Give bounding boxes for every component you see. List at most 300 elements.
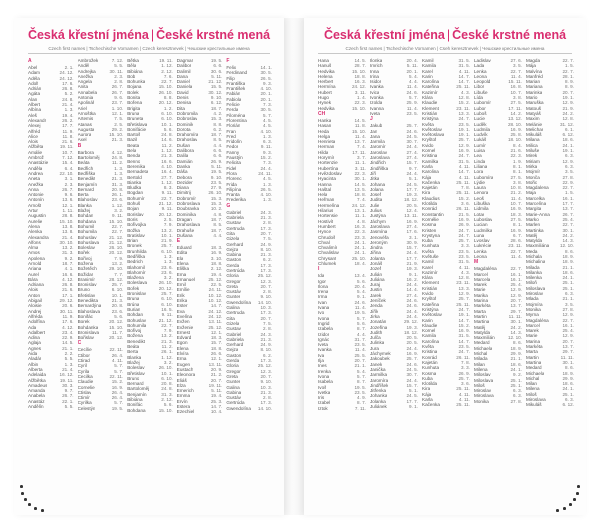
- first-name: Henrieta: [318, 139, 336, 145]
- name-day-date: 7. 9.: [163, 328, 173, 334]
- first-name: Branimír: [77, 276, 95, 282]
- name-day-date: 14. 5.: [354, 117, 366, 123]
- first-name: Hubert: [318, 89, 332, 95]
- first-name: Matylda: [474, 329, 491, 335]
- name-day-date: 18. 9.: [562, 253, 574, 259]
- name-day-date: 10. 2.: [210, 206, 223, 212]
- name-day-date: 5. 6.: [163, 402, 173, 408]
- name-day-date: 20. 4.: [354, 283, 366, 289]
- first-name: Anastáz: [28, 398, 45, 404]
- name-day-date: 20. 8.: [161, 381, 173, 387]
- first-name: Miloslava: [474, 377, 494, 383]
- name-day-date: 13. 4.: [354, 273, 366, 279]
- name-day-date: 16. 8.: [510, 84, 522, 90]
- name-day-date: 2. 5.: [114, 121, 124, 127]
- first-name: Milada: [526, 264, 540, 270]
- first-name: Aleš: [28, 112, 37, 118]
- first-name: Bruna: [127, 296, 140, 302]
- first-name: Angela: [77, 79, 92, 85]
- first-name: Marika: [474, 292, 488, 298]
- first-name: Martina: [474, 319, 490, 325]
- first-name: Dobromila: [176, 110, 198, 116]
- first-name: Michala: [526, 253, 542, 259]
- name-day-date: 5. 1.: [409, 388, 418, 394]
- first-name: Adolfína: [28, 319, 45, 325]
- name-day-date: 6. 10.: [161, 116, 173, 122]
- first-name: Jaroslav: [370, 149, 388, 155]
- name-day-date: 10. 12.: [208, 292, 223, 298]
- name-day-date: 18. 12.: [403, 329, 418, 335]
- first-name: Matyáš: [526, 110, 541, 116]
- first-name: Marcelka: [526, 195, 545, 201]
- first-name: Ines: [318, 363, 327, 369]
- first-name: Alžbětka: [28, 377, 46, 383]
- first-name: Ctislav: [77, 389, 92, 395]
- first-name: Mikuláš: [526, 132, 542, 138]
- first-name: Matěj: [474, 324, 486, 330]
- first-name: Hynek: [318, 100, 332, 106]
- name-day-date: 16. 3.: [354, 79, 366, 85]
- first-name: Jaromíra: [370, 377, 389, 383]
- first-name: Eleonora: [176, 372, 196, 378]
- first-name: Dobromír: [176, 195, 196, 201]
- name-day-date: 1. 2.: [163, 105, 173, 111]
- first-name: Ada: [28, 324, 37, 330]
- first-name: Florián: [226, 123, 241, 129]
- first-name: Kvido: [422, 291, 434, 297]
- first-name: Borek: [77, 319, 90, 325]
- name-day-date: 21. 9.: [562, 105, 574, 111]
- first-name: Alan: [28, 96, 38, 102]
- first-name: Kosma: [422, 370, 437, 376]
- name-day-date: 21. 12.: [158, 317, 173, 323]
- first-name: Melichar: [526, 126, 544, 132]
- first-name: Frida: [226, 181, 237, 187]
- first-name: Margita: [526, 206, 542, 212]
- first-name: Kornel: [422, 328, 436, 334]
- first-name: Kristián: [422, 285, 438, 291]
- name-day-date: 4. 8.: [213, 211, 223, 217]
- first-name: Klaudie: [422, 100, 438, 106]
- name-day-date: 5. 7.: [409, 95, 418, 101]
- first-name: Blanka: [127, 354, 142, 360]
- name-day-date: 9. 10.: [210, 174, 223, 180]
- first-name: Lenka: [474, 248, 487, 254]
- first-name: Gizela: [226, 236, 240, 242]
- first-name: Eduard: [176, 245, 192, 251]
- name-day-date: 2. 8.: [263, 395, 272, 401]
- name-day-date: 31. 5.: [458, 58, 470, 63]
- name-day-date: 16. 3.: [354, 223, 366, 229]
- first-name: Inna: [370, 68, 379, 74]
- first-name: Ludmila: [474, 126, 491, 132]
- first-name: Evelína: [176, 313, 193, 319]
- first-name: Anežka: [77, 73, 93, 79]
- first-name: Lidmila: [474, 206, 489, 212]
- first-name: Kuba: [422, 375, 433, 381]
- name-day-date: 20. 4.: [406, 58, 418, 63]
- first-name: Miloš: [526, 391, 537, 397]
- name-day-date: 24. 4.: [406, 345, 418, 351]
- names-column: [177, 58, 223, 505]
- name-day-date: 8. 3.: [163, 185, 173, 191]
- name-day-date: 22. 7.: [161, 79, 173, 85]
- title-rule: [318, 53, 572, 54]
- first-name: Gertruda: [226, 310, 245, 316]
- name-day-date: 25. 5.: [354, 352, 366, 358]
- first-name: Ivona: [318, 315, 330, 321]
- name-day-date: 26. 9.: [458, 222, 470, 228]
- first-name: Jan: [370, 128, 378, 134]
- first-name: Miroslav: [526, 291, 544, 297]
- name-day-date: 11. 7.: [112, 329, 124, 335]
- name-day-date: 20. 12.: [158, 100, 173, 106]
- first-name: Hana: [318, 58, 329, 63]
- first-name: Ivanka: [370, 84, 384, 90]
- name-day-date: 20. 1.: [406, 68, 418, 74]
- section-letter: C: [77, 340, 82, 347]
- first-name: Karel: [422, 68, 433, 74]
- first-name: Klára: [422, 95, 433, 101]
- name-entry: [78, 406, 124, 411]
- name-day-date: 21. 3.: [111, 176, 124, 182]
- first-name: Gregor: [226, 278, 241, 284]
- name-day-date: 8. 1.: [513, 163, 522, 169]
- first-name: Elena: [176, 260, 189, 266]
- first-name: Helga: [318, 133, 331, 139]
- name-day-date: 17. 11.: [508, 105, 522, 111]
- first-name: Andělín: [28, 404, 44, 409]
- name-day-date: 20. 5.: [406, 202, 418, 208]
- first-name: Fred: [226, 133, 236, 139]
- name-day-date: 14. 7.: [458, 338, 470, 344]
- name-day-date: 24. 4.: [406, 308, 418, 314]
- first-name: Blažena: [127, 275, 144, 281]
- name-day-date: 17. 1.: [62, 292, 74, 298]
- first-name: Beáta: [127, 344, 140, 350]
- first-name: Jozefína: [370, 324, 388, 330]
- first-name: Bronislav: [127, 291, 147, 297]
- first-name: Izolda: [370, 100, 383, 106]
- first-name: Markéta: [474, 303, 491, 309]
- first-name: Alma: [28, 245, 39, 251]
- name-day-date: 20. 6.: [62, 303, 74, 309]
- name-day-date: 27. 4.: [406, 149, 418, 155]
- name-day-date: 8. 1.: [513, 169, 522, 175]
- first-name: Alfons: [28, 239, 41, 245]
- names-column: [226, 58, 272, 505]
- name-day-date: 13. 8.: [62, 229, 74, 235]
- name-day-date: 1. 3.: [163, 259, 173, 265]
- first-name: Bohdan: [127, 312, 144, 318]
- first-name: Bohdana: [127, 407, 146, 413]
- name-day-date: 10. 1.: [161, 370, 173, 376]
- first-name: Lada: [474, 63, 485, 69]
- name-day-date: 20. 12.: [109, 335, 124, 341]
- name-day-date: 11. 4.: [510, 73, 522, 79]
- name-day-date: 25. 10.: [351, 255, 366, 261]
- name-day-date: 1. 4.: [357, 95, 366, 101]
- first-name: Miroslava: [474, 393, 494, 399]
- first-name: Judith: [370, 329, 383, 335]
- first-name: Irenka: [318, 368, 331, 374]
- decor-dot: [28, 503, 31, 506]
- first-name: Haštal: [318, 186, 332, 192]
- name-day-date: 26. 7.: [62, 393, 74, 399]
- name-day-date: 23. 6.: [161, 264, 173, 270]
- first-name: Luboš: [474, 110, 487, 116]
- first-name: Hela: [318, 192, 328, 198]
- name-day-date: 19. 1.: [458, 312, 470, 318]
- first-name: Berenika: [127, 163, 146, 169]
- first-name: Bohunka: [127, 79, 146, 85]
- section-letter: J: [370, 116, 373, 123]
- first-name: Jakoubek: [370, 356, 390, 362]
- first-name: Marie: [526, 333, 538, 339]
- first-name: Milana: [526, 137, 540, 143]
- name-day-date: 15. 10.: [109, 218, 124, 224]
- name-day-date: 6. 10.: [161, 110, 173, 116]
- name-day-date: 23. 6.: [111, 308, 124, 314]
- name-day-date: 18. 7.: [62, 260, 74, 266]
- name-day-date: 6. 2.: [263, 257, 272, 263]
- name-day-date: 8. 8.: [163, 95, 173, 101]
- name-day-date: 4. 12.: [62, 324, 74, 330]
- name-day-date: 5. 6.: [114, 313, 124, 319]
- first-name: Karolína: [422, 338, 440, 344]
- first-name: Bibiána: [127, 397, 143, 402]
- first-name: Aloisie: [28, 303, 42, 309]
- name-day-date: 10. 1.: [161, 121, 173, 127]
- first-name: Bela: [127, 148, 137, 154]
- name-day-date: 7. 12.: [62, 155, 74, 161]
- first-name: Edvard: [176, 335, 192, 341]
- name-day-date: 24. 9.: [260, 342, 272, 348]
- name-day-date: 5. 1.: [409, 176, 418, 182]
- first-name: Dáša: [176, 169, 188, 175]
- name-day-date: 12. 9.: [458, 142, 470, 148]
- name-entry: [370, 404, 418, 409]
- first-name: Blahoslava: [77, 308, 101, 314]
- name-day-date: 24. 8.: [62, 96, 74, 102]
- name-day-date: 28. 12.: [109, 276, 124, 282]
- name-day-date: 21. 3.: [111, 298, 124, 304]
- name-day-date: 20. 7.: [354, 358, 366, 364]
- name-day-date: 2. 1.: [64, 65, 74, 70]
- name-day-date: 1. 12.: [111, 202, 124, 208]
- name-day-date: 25. 7.: [406, 356, 418, 362]
- first-name: Anděl: [77, 63, 90, 69]
- name-day-date: 15. 7.: [406, 245, 418, 251]
- name-day-date: 21. 2.: [210, 372, 223, 378]
- name-day-date: 1. 3.: [64, 107, 74, 113]
- name-day-date: 18. 12.: [403, 197, 418, 203]
- first-name: Bojana: [127, 84, 142, 90]
- name-day-date: 23. 5.: [354, 342, 366, 348]
- first-name: Blažej: [127, 359, 140, 365]
- first-name: Kateřina: [422, 301, 440, 307]
- name-day-date: 16. 9.: [510, 227, 522, 233]
- name-day-date: 17. 7.: [406, 186, 418, 192]
- name-day-date: 24. 5.: [406, 133, 418, 139]
- first-name: Daniela: [176, 84, 193, 90]
- name-day-date: 12. 9.: [510, 292, 522, 298]
- name-day-date: 12. 8.: [458, 95, 470, 101]
- name-day-date: 25. 1.: [562, 391, 574, 397]
- name-day-date: 25. 9.: [406, 100, 418, 106]
- name-day-date: 12. 3.: [260, 368, 272, 374]
- name-day-date: 12. 9.: [562, 100, 574, 106]
- name-day-date: 5. 7.: [114, 400, 124, 406]
- first-name: Květoslava: [422, 132, 445, 138]
- first-name: Barbora: [77, 149, 94, 155]
- name-day-date: 25. 7.: [458, 238, 470, 244]
- name-day-date: 4. 1.: [64, 266, 74, 272]
- name-day-date: 9. 11.: [161, 206, 173, 212]
- name-day-date: 26. 6.: [210, 351, 223, 357]
- name-day-date: 24. 12.: [351, 202, 366, 208]
- name-day-date: 24. 7.: [458, 306, 470, 312]
- first-name: Květa: [422, 121, 434, 127]
- name-day-date: 15. 3.: [210, 116, 223, 122]
- name-day-date: 9. 1.: [409, 271, 418, 277]
- decor-dot: [556, 509, 559, 512]
- name-day-date: 12. 8.: [458, 275, 470, 281]
- first-name: Juliánek: [370, 404, 387, 409]
- first-name: Gwendolína: [226, 299, 251, 305]
- name-day-date: 5. 5.: [64, 356, 74, 362]
- name-day-date: 1. 12.: [161, 63, 173, 69]
- first-name: Hermelína: [318, 202, 340, 208]
- title-czech: Česká křestní jména: [27, 28, 149, 42]
- name-day-date: 30. 7.: [406, 372, 418, 378]
- first-name: Lora: [474, 169, 484, 175]
- first-name: Emerich: [176, 388, 194, 394]
- name-day-date: 6. 1.: [565, 126, 574, 132]
- decor-dot: [41, 509, 44, 512]
- name-day-date: 11. 1.: [354, 160, 366, 166]
- name-day-date: 9. 6.: [114, 95, 124, 101]
- first-name: Gejza: [226, 347, 239, 353]
- name-day-date: 24. 6.: [406, 303, 418, 309]
- first-name: Beáta: [77, 160, 90, 166]
- name-day-date: 3. 11.: [354, 89, 366, 95]
- name-day-date: 23. 5.: [354, 389, 366, 395]
- first-name: Bohumila: [127, 322, 147, 328]
- first-name: Gabriel: [226, 209, 242, 215]
- first-name: Bořivojka: [127, 222, 147, 228]
- first-name: Anděla: [28, 165, 43, 171]
- first-name: Ema: [176, 271, 187, 277]
- first-name: Bořena: [127, 100, 143, 106]
- name-day-date: 13. 7.: [510, 303, 522, 309]
- name-day-date: 18. 9.: [562, 259, 574, 265]
- first-name: Dita: [176, 105, 185, 111]
- name-day-date: 25. 11.: [456, 301, 470, 307]
- name-day-date: 20. 7.: [562, 338, 574, 344]
- first-name: Ela: [176, 255, 184, 261]
- first-name: Kája: [422, 174, 432, 180]
- first-name: Bojan: [127, 206, 139, 212]
- first-name: Jindra: [370, 245, 383, 251]
- name-day-date: 6. 3.: [263, 139, 272, 145]
- name-day-date: 18. 3.: [210, 335, 223, 341]
- name-day-date: 16. 6.: [161, 158, 173, 164]
- first-name: Květuše: [422, 253, 439, 259]
- name-day-date: 24. 2.: [510, 324, 522, 330]
- name-day-date: 19. 1.: [562, 148, 574, 154]
- first-name: Miloslava: [526, 285, 546, 291]
- first-name: Magdalena: [526, 185, 549, 191]
- name-day-date: 4. 3.: [461, 269, 470, 275]
- first-name: Hanuš: [318, 63, 332, 69]
- name-day-date: 9. 10.: [260, 294, 272, 300]
- first-name: Fran: [226, 128, 236, 134]
- name-day-date: 6. 6.: [213, 148, 223, 154]
- first-name: Horymír: [318, 155, 335, 161]
- first-name: Mojmír: [526, 169, 541, 175]
- first-name: Debora: [176, 174, 192, 180]
- first-name: Hynce: [318, 229, 332, 235]
- name-day-date: 10. 8.: [510, 185, 522, 191]
- name-day-date: 2. 12.: [161, 68, 173, 74]
- name-day-date: 11. 2.: [161, 142, 173, 148]
- name-day-date: 17. 6.: [62, 80, 74, 86]
- first-name: Michalina: [526, 259, 546, 265]
- first-name: Gerda: [226, 358, 240, 364]
- name-day-date: 4. 4.: [213, 142, 223, 148]
- name-day-date: 2. 12.: [210, 266, 223, 272]
- first-name: Bára: [28, 276, 38, 282]
- name-day-date: 4. 9.: [357, 395, 366, 401]
- name-day-date: 25. 11.: [456, 386, 470, 392]
- name-day-date: 17. 11.: [352, 149, 366, 155]
- first-name: Květa: [422, 344, 434, 350]
- name-day-date: 10. 12.: [208, 298, 223, 304]
- first-name: Dragan: [176, 216, 192, 222]
- first-name: Milica: [526, 142, 538, 148]
- name-day-date: 14. 6.: [161, 137, 173, 143]
- name-day-date: 12. 1.: [111, 110, 124, 116]
- name-day-date: 29. 9.: [562, 375, 574, 381]
- first-name: Burian: [127, 306, 141, 312]
- name-day-date: 18. 8.: [210, 345, 223, 351]
- name-day-date: 12. 9.: [562, 333, 574, 339]
- name-day-date: 21. 1.: [62, 345, 74, 351]
- name-day-date: 3. 11.: [354, 165, 366, 171]
- first-name: Helena: [318, 73, 333, 79]
- first-name: Libuše: [474, 89, 488, 95]
- name-day-date: 19. 5.: [354, 310, 366, 316]
- name-day-date: 23. 6.: [111, 197, 124, 203]
- name-entry: [474, 399, 522, 404]
- name-day-date: 2. 8.: [114, 79, 124, 85]
- name-day-date: 19. 11.: [208, 382, 223, 388]
- first-name: Adriana: [28, 282, 44, 288]
- first-name: Gustáv: [226, 289, 241, 295]
- name-day-date: 10. 1.: [161, 232, 173, 238]
- name-day-date: 7. 9.: [163, 222, 173, 228]
- first-name: Julius: [370, 208, 382, 214]
- name-day-date: 22. 7.: [562, 58, 574, 63]
- name-day-date: 1. 3.: [114, 170, 124, 176]
- first-name: Božka: [127, 227, 140, 233]
- name-day-date: 19. 5.: [210, 58, 223, 63]
- name-day-date: 26. 9.: [210, 158, 223, 164]
- name-day-date: 1. 11.: [62, 208, 74, 214]
- name-day-date: 14. 5.: [354, 181, 366, 187]
- name-day-date: 2. 12.: [161, 397, 173, 402]
